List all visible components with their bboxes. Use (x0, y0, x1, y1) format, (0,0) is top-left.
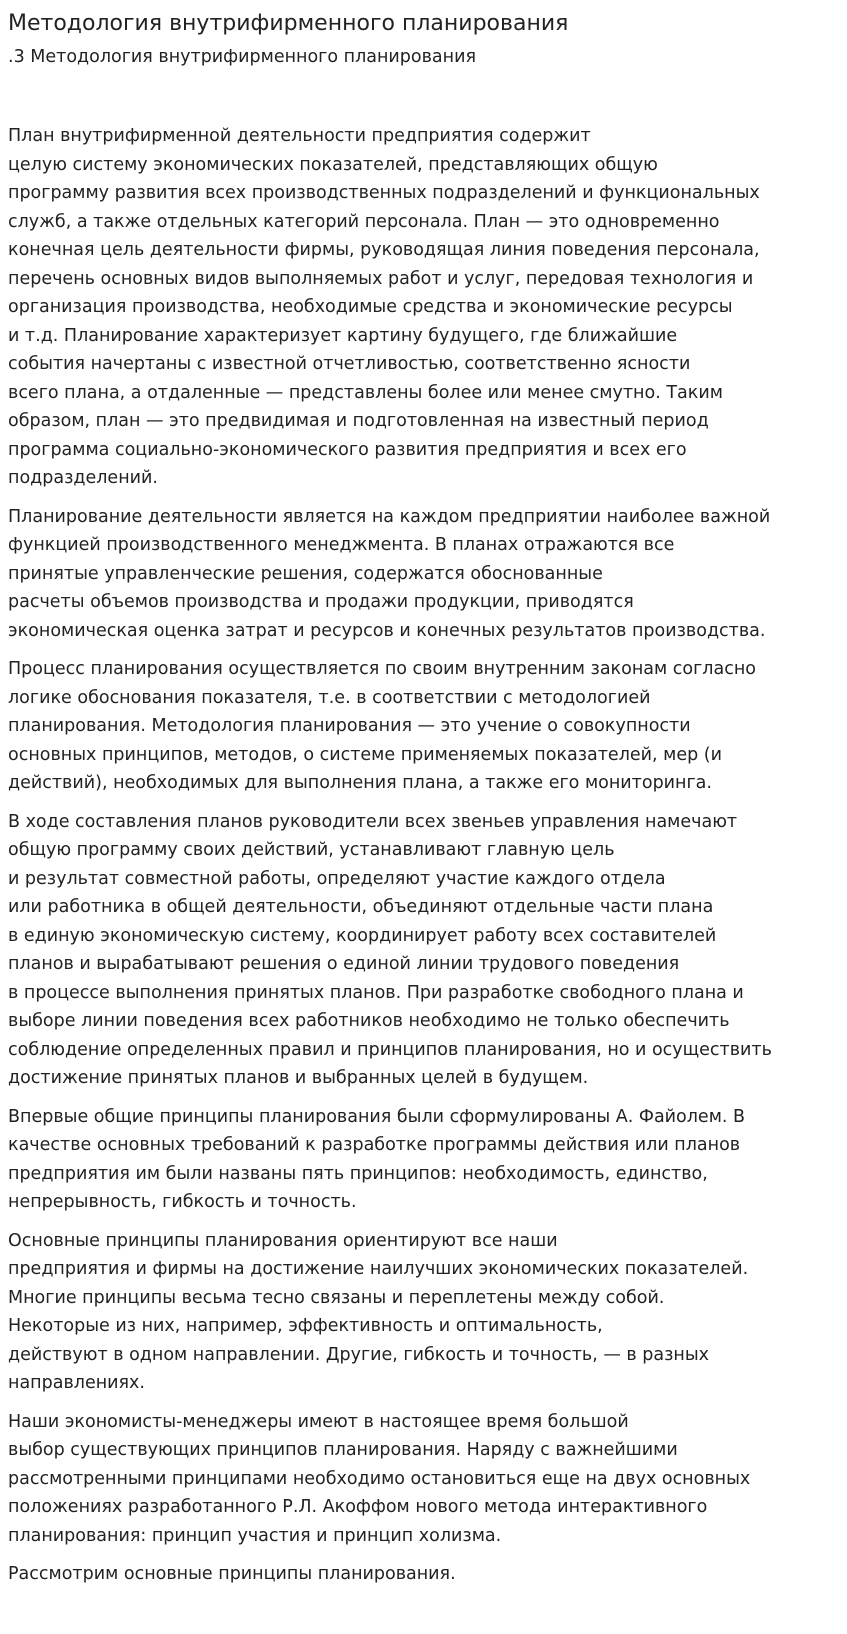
paragraph-3: Процесс планирования осуществляется по своим внутренним законам согласно логике обоснования показателя, т.е. в соответствии с методологией планирования. Методология планирования — это учение о совокупности основных принципов, методов, о системе применяемых показателей, мер (и действий), необходимых для выполнения плана, а также его мониторинга. (8, 659, 756, 793)
paragraph-8: Рассмотрим основные принципы планирования. (8, 1564, 456, 1584)
paragraph-7: Наши экономисты-менеджеры имеют в настоящее время большой выбор существующих принципов планирования. Наряду с важнейшими рассмотренными принципами необходимо остановиться еще на двух основных положениях разработанного Р.Л. Акоффом нового метода интерактивного планирования: принцип участия и принцип холизма. (8, 1411, 751, 1546)
paragraph-1: План внутрифирменной деятельности предприятия содержит целую систему экономических показателей, представляющих общую программу развития всех производственных подразделений и функциональных служб, а также отдельных категорий персонала. План — это одновременно конечная цель деятельности фирмы, руководящая линия поведения персонала, перечень основных видов выполняемых работ и услуг, передовая технология и организация производства, необходимые средства и экономические ресурсы и т.д. Планирование характеризует картину будущего, где ближайшие события начертаны с известной отчетливостью, соответственно ясности всего плана, а отдаленные — представлены более или менее смутно. Таким образом, план — это предвидимая и подготовленная на известный период программа социально-экономического развития предприятия и всех его подразделений. (8, 126, 760, 488)
paragraph-6: Основные принципы планирования ориентируют все наши предприятия и фирмы на достижение наилучших экономических показателей. Многие принципы весьма тесно связаны и переплетены между собой. Некоторые из них, например, эффективность и оптимальность, действуют в одном направлении. Другие, гибкость и точность, — в разных направлениях. (8, 1230, 749, 1393)
spacer (8, 70, 839, 122)
paragraph-2: Планирование деятельности является на каждом предприятии наиболее важной функцией производственного менеджмента. В планах отражаются все принятые управленческие решения, содержатся обоснованные расчеты объемов производства и продажи продукции, приводятся экономическая оценка затрат и ресурсов и конечных результатов производства. (8, 506, 771, 641)
page-title: Методология внутрифирменного планирования (8, 11, 569, 36)
paragraph-5: Впервые общие принципы планирования были сформулированы А. Файолем. В качестве основных требований к разработке программы действия или планов предприятия им были названы пять принципов: необходимость, единство, непрерывность, гибкость и точность. (8, 1106, 746, 1212)
section-heading: .3 Методология внутрифирменного планирования (8, 47, 476, 67)
paragraph-4: В ходе составления планов руководители всех звеньев управления намечают общую программу своих действий, устанавливают главную цель и результат совместной работы, определяют участие каждого отдела или работника в общей деятельности, объединяют отдельные части плана в единую экономическую систему, координирует работу всех составителей планов и вырабатывают решения о единой линии трудового поведения в процессе выполнения принятых планов. При разработке свободного плана и выборе линии поведения всех работников необходимо не только обеспечить соблюдение определенных правил и принципов планирования, но и осуществить достижение принятых планов и выбранных целей в будущем. (8, 811, 772, 1088)
